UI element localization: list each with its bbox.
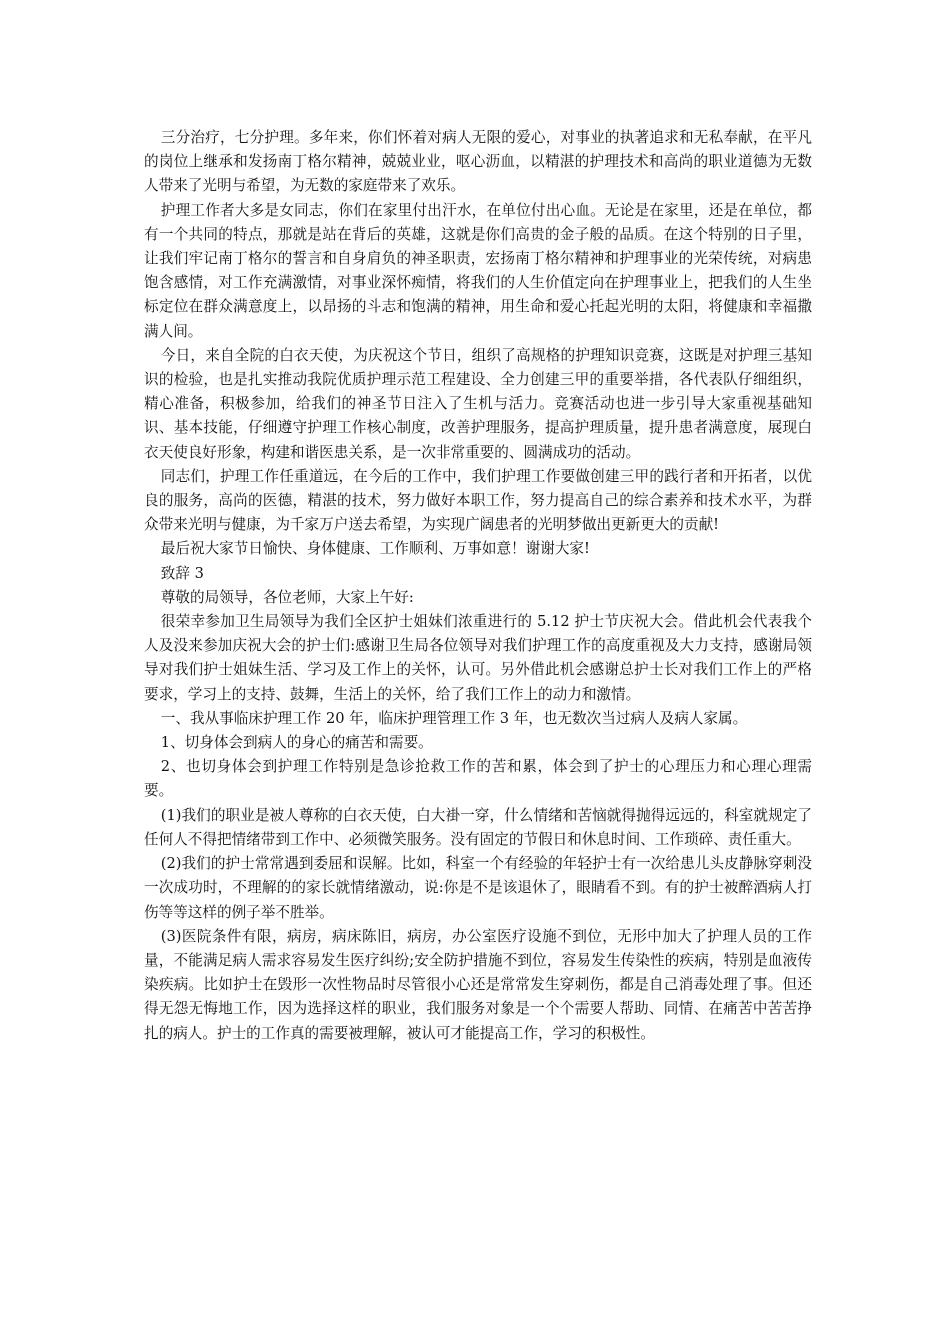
paragraph-subpoint-1: (1)我们的职业是被人尊称的白衣天使，白大褂一穿，什么情绪和苦恼就得抛得远远的，科室就规定了任何人不得把情绪带到工作中、必须微笑服务。没有固定的节假日和休息时间、工作琐碎、责任重大。 [144,806,812,848]
paragraph-greeting: 尊敬的局领导，各位老师，大家上午好: [160,588,414,606]
paragraph-care-ratio: 三分治疗，七分护理。多年来，你们怀着对病人无限的爱心，对事业的执著追求和无私奉献，在平凡的岗位上继承和发扬南丁格尔精神，兢兢业业，呕心沥血，以精湛的护理技术和高尚的职业道德为无数人带来了光明与希望，为无数的家庭带来了欢乐。 [144,129,812,195]
paragraph-subpoint-2: (2)我们的护士常常遇到委屈和误解。比如，科室一个有经验的年轻护士有一次给患儿头皮静脉穿刺没一次成功时，不理解的的家长就情绪激动，说:你是不是该退休了，眼睛看不到。有的护士被醉酒病人打伤等等这样的例子举不胜举。 [144,855,812,921]
paragraph-point-1: 1、切身体会到病人的身心的痛苦和需要。 [160,734,433,752]
paragraph-point-one: 一、我从事临床护理工作 20 年，临床护理管理工作 3 年，也无数次当过病人及病人家属。 [160,709,748,727]
paragraph-subpoint-3: (3)医院条件有限，病房，病床陈旧，病房，办公室医疗设施不到位，无形中加大了护理人员的工作量，不能满足病人需求容易发生医疗纠纷;安全防护措施不到位，容易发生传染性的疾病，特别是血液传染疾病。比如护士在毁形一次性物品时尽管很小心还是常常发生穿刺伤，都是自己消毒处理了事。但还得无怨无悔地工作，因为选择这样的职业，我们服务对象是一个个需要人帮助、同情、在痛苦中苦苦挣扎的病人。护士的工作真的需要被理解，被认可才能提高工作，学习的积极性。 [144,927,812,1042]
section-heading-speech-3: 致辞 3 [160,564,204,582]
paragraph-point-2: 2、也切身体会到护理工作特别是急诊抢救工作的苦和累，体会到了护士的心理压力和心理心理需要。 [144,758,812,800]
paragraph-knowledge-contest: 今日，来自全院的白衣天使，为庆祝这个节日，组织了高规格的护理知识竞赛，这既是对护理三基知识的检验，也是扎实推动我院优质护理示范工程建设、全力创建三甲的重要举措，各代表队仔细组织，精心准备，积极参加，给我们的神圣节日注入了生机与活力。竞赛活动也进一步引导大家重视基础知识、基本技能，仔细遵守护理工作核心制度，改善护理服务，提高护理质量，提升患者满意度，展现白衣天使良好形象，构建和谐医患关系，是一次非常重要的、圆满成功的活动。 [144,346,812,461]
paragraph-closing-wishes: 最后祝大家节日愉快、身体健康、工作顺利、万事如意！谢谢大家! [160,540,590,558]
paragraph-women-nurses: 护理工作者大多是女同志，你们在家里付出汗水，在单位付出心血。无论是在家里，还是在单位，都有一个共同的特点，那就是站在背后的英雄，这就是你们高贵的金子般的品质。在这个特别的日子里，让我们牢记南丁格尔的誓言和自身肩负的神圣职责，宏扬南丁格尔精神和护理事业的光荣传统，对病患饱含感情，对工作充满激情，对事业深怀痴情，将我们的人生价值定向在护理事业上，把我们的人生坐标定位在群众满意度上，以昂扬的斗志和饱满的精神，用生命和爱心托起光明的太阳，将健康和幸福撒满人间。 [144,201,812,340]
document-body [144,126,812,1046]
paragraph-comrades: 同志们，护理工作任重道远，在今后的工作中，我们护理工作要做创建三甲的践行者和开拓者，以优良的服务，高尚的医德，精湛的技术，努力做好本职工作，努力提高自己的综合素养和技术水平，为群众带来光明与健康，为千家万户送去希望，为实现广阔患者的光明梦做出更新更大的贡献! [144,467,812,534]
paragraph-gratitude: 很荣幸参加卫生局领导为我们全区护士姐妹们浓重进行的 5.12 护士节庆祝大会。借此机会代表我个人及没来参加庆祝大会的护士们:感谢卫生局各位领导对我们护理工作的高度重视及大力支持，感谢局领导对我们护士姐妹生活、学习及工作上的关怀，认可。另外借此机会感谢总护士长对我们工作上的严格要求，学习上的支持、鼓舞，生活上的关怀，给了我们工作上的动力和激情。 [144,613,812,703]
